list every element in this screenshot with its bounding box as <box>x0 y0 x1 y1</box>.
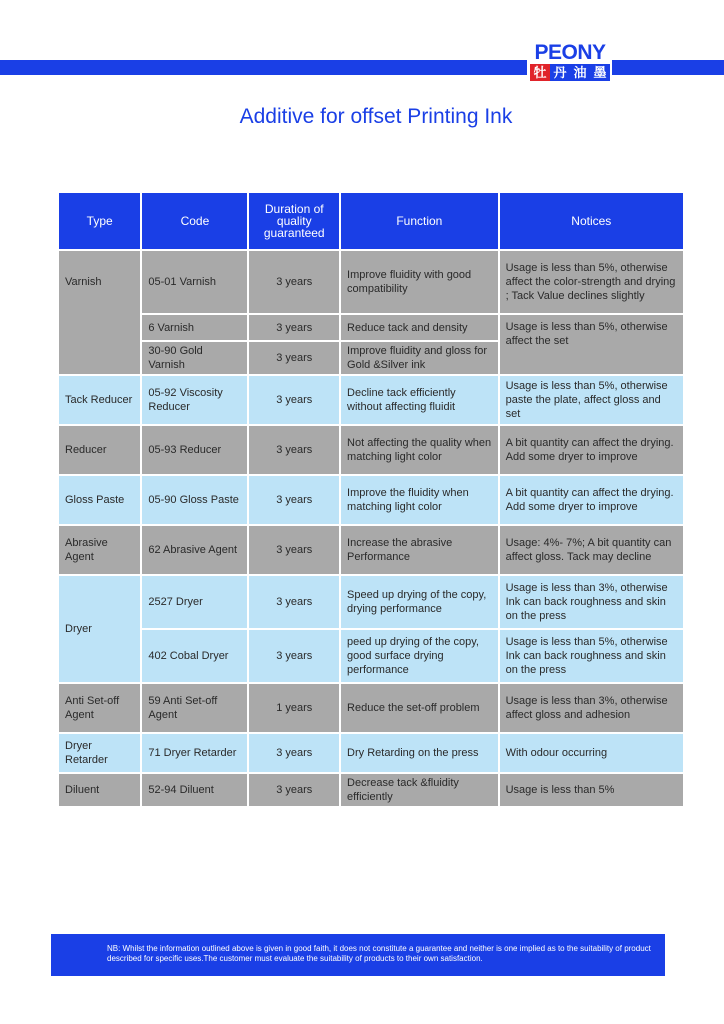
cell-type: Abrasive Agent <box>59 526 140 574</box>
cell-code: 52-94 Diluent <box>142 774 247 806</box>
table-row <box>59 526 683 574</box>
cell-function: Not affecting the quality when matching light color <box>341 426 498 474</box>
cell-function: Reduce the set-off problem <box>341 684 498 732</box>
header-code: Code <box>142 193 247 249</box>
logo-char: 墨 <box>590 64 610 81</box>
cell-notices: Usage is less than 5%, otherwise affect the set <box>500 315 683 374</box>
header-bar <box>0 60 527 75</box>
cell-duration: 3 years <box>249 734 339 772</box>
cell-notices: Usage is less than 5%, otherwise Ink can back roughness and skin on the press <box>500 630 683 682</box>
logo-char: 牡 <box>530 64 550 81</box>
cell-duration: 3 years <box>249 342 339 374</box>
cell-code: 71 Dryer Retarder <box>142 734 247 772</box>
cell-function: Improve fluidity and gloss for Gold &Silver ink <box>341 342 498 374</box>
table-row <box>59 630 683 682</box>
cell-type: Varnish <box>59 251 140 374</box>
cell-notices: A bit quantity can affect the drying. Add some dryer to improve <box>500 426 683 474</box>
table-row <box>59 476 683 524</box>
cell-duration: 3 years <box>249 526 339 574</box>
cell-notices: Usage is less than 3%, otherwise affect gloss and adhesion <box>500 684 683 732</box>
cell-duration: 3 years <box>249 315 339 340</box>
header-type: Type <box>59 193 140 249</box>
cell-duration: 3 years <box>249 426 339 474</box>
table-row <box>59 684 683 732</box>
table-row <box>59 576 683 628</box>
table-row <box>59 376 683 424</box>
cell-notices: Usage is less than 5%, otherwise paste the plate, affect gloss and set <box>500 376 683 424</box>
logo-char: 丹 <box>550 64 570 81</box>
cell-code: 05-90 Gloss Paste <box>142 476 247 524</box>
cell-code: 6 Varnish <box>142 315 247 340</box>
header-function: Function <box>341 193 498 249</box>
cell-duration: 3 years <box>249 476 339 524</box>
cell-code: 59 Anti Set-off Agent <box>142 684 247 732</box>
cell-notices: Usage is less than 5%, otherwise affect the color-strength and drying ; Tack Value declines slightly <box>500 251 683 313</box>
cell-code: 05-01 Varnish <box>142 251 247 313</box>
cell-duration: 3 years <box>249 376 339 424</box>
disclaimer-footer: NB: Whilst the information outlined above is given in good faith, it does not constitute a guarantee and neither is one implied as to the suitability of product described for specific uses.The customer must evaluate the suitability of products to their own satisfaction. <box>51 934 665 976</box>
cell-duration: 3 years <box>249 251 339 313</box>
table-row <box>59 734 683 772</box>
cell-function: Decrease tack &fluidity efficiently <box>341 774 498 806</box>
cell-function: Increase the abrasive Performance <box>341 526 498 574</box>
table-row <box>59 315 683 340</box>
cell-type: Tack Reducer <box>59 376 140 424</box>
cell-type: Reducer <box>59 426 140 474</box>
cell-duration: 3 years <box>249 774 339 806</box>
cell-notices: Usage: 4%- 7%; A bit quantity can affect gloss. Tack may decline <box>500 526 683 574</box>
cell-function: Dry Retarding on the press <box>341 734 498 772</box>
cell-code: 2527 Dryer <box>142 576 247 628</box>
table-row <box>59 251 683 313</box>
cell-type: Anti Set-off Agent <box>59 684 140 732</box>
additive-table <box>57 191 685 808</box>
cell-code: 05-92 Viscosity Reducer <box>142 376 247 424</box>
cell-function: Speed up drying of the copy, drying performance <box>341 576 498 628</box>
cell-notices: Usage is less than 3%, otherwise Ink can back roughness and skin on the press <box>500 576 683 628</box>
table-row <box>59 426 683 474</box>
header-duration: Duration of quality guaranteed <box>249 193 339 249</box>
cell-function: Improve the fluidity when matching light color <box>341 476 498 524</box>
cell-type: Diluent <box>59 774 140 806</box>
cell-code: 62 Abrasive Agent <box>142 526 247 574</box>
page-title: Additive for offset Printing Ink <box>239 105 513 128</box>
header-bar-right <box>612 60 724 75</box>
header-notices: Notices <box>500 193 683 249</box>
table-row <box>59 774 683 806</box>
cell-notices: Usage is less than 5% <box>500 774 683 806</box>
cell-function: Reduce tack and density <box>341 315 498 340</box>
cell-function: Improve fluidity with good compatibility <box>341 251 498 313</box>
cell-function: Decline tack efficiently without affecting fluidit <box>341 376 498 424</box>
logo-brand: PEONY <box>534 41 606 64</box>
cell-notices: With odour occurring <box>500 734 683 772</box>
cell-duration: 3 years <box>249 576 339 628</box>
cell-type: Dryer Retarder <box>59 734 140 772</box>
table-header-row <box>59 193 683 249</box>
cell-duration: 1 years <box>249 684 339 732</box>
cell-type: Dryer <box>59 576 140 682</box>
logo-char: 油 <box>570 64 590 81</box>
peony-logo <box>530 42 610 81</box>
cell-notices: A bit quantity can affect the drying. Add some dryer to improve <box>500 476 683 524</box>
cell-code: 402 Cobal Dryer <box>142 630 247 682</box>
cell-code: 30-90 Gold Varnish <box>142 342 247 374</box>
cell-function: peed up drying of the copy, good surface drying performance <box>341 630 498 682</box>
cell-code: 05-93 Reducer <box>142 426 247 474</box>
cell-duration: 3 years <box>249 630 339 682</box>
cell-type: Gloss Paste <box>59 476 140 524</box>
